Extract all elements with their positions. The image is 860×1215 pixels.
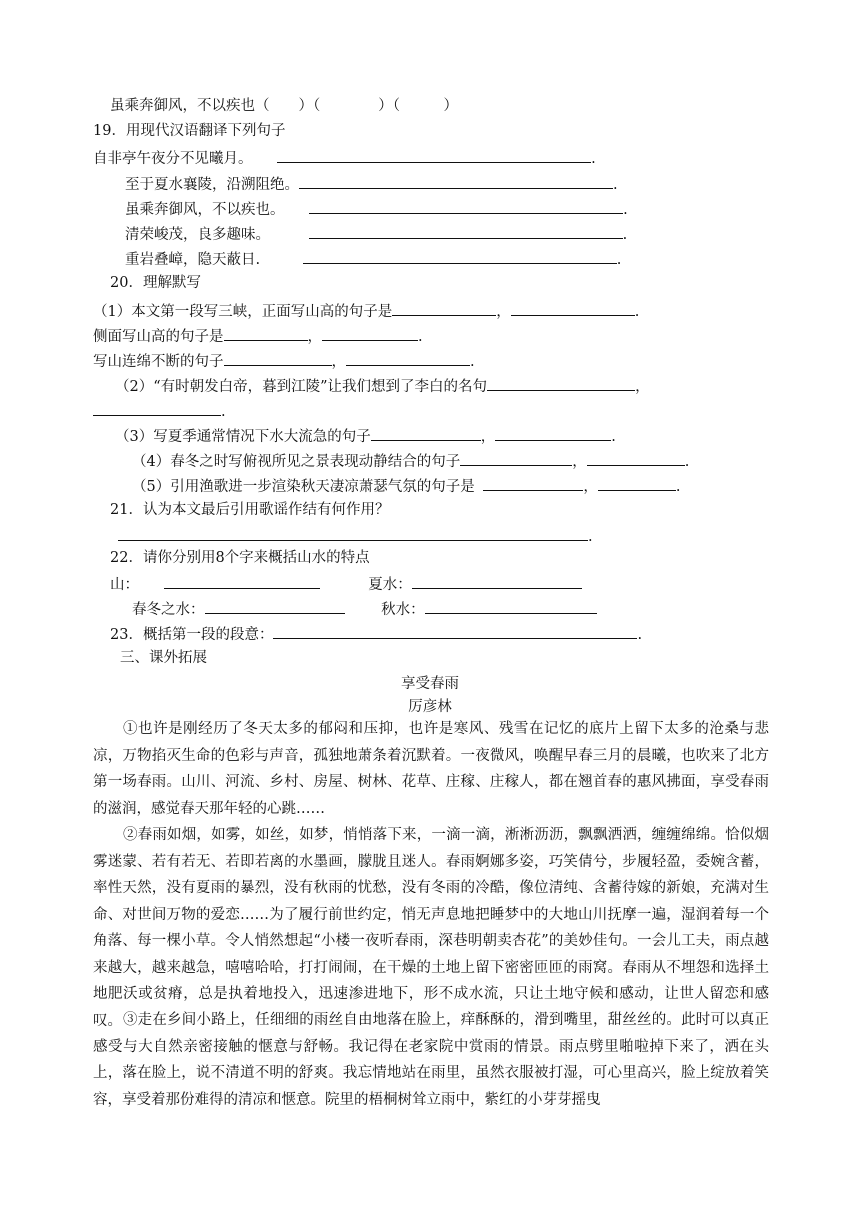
q19-sentence-4: 清荣峻茂，良多趣味。 . (125, 223, 627, 245)
q20-p1a-text: （1）本文第一段写三峡，正面写山高的句子是 (93, 304, 393, 320)
q20-part-1b: 侧面写山高的句子是 ， . (93, 325, 423, 347)
q23: 23．概括第一段的段意： . (110, 623, 642, 645)
article-paragraph-3: ③走在乡间小路上，任细细的雨丝自由地落在脸上，痒酥酥的，滑到嘴里，甜丝丝的。此时可以真正感受与大自然亲密接触的惬意与舒畅。我记得在老家院中赏雨的情景。雨点劈里啪啦掉下来了，洒在头上，落在脸上，说不清道不明的舒爽。我忘情地站在雨里，虽然衣服被打湿，可心里高兴，脸上绽放着笑容，享受着那份难得的清凉和惬意。院里的梧桐树耸立雨中，紫红的小芽芽摇曳 (93, 1012, 769, 1108)
q19-s2-text: 至于夏水襄陵，沿溯阻绝。 (125, 177, 299, 193)
article-paragraph-1: ①也许是刚经历了冬天太多的郁闷和压抑，也许是寒风、残雪在记忆的底片上留下太多的沧桑与悲凉，万物掐灭生命的色彩与声音，孤独地萧条着沉默着。一夜微风，唤醒早春三月的晨曦，也吹来了北方第一场春雨。山川、河流、乡村、房屋、树林、花草、庄稼、庄稼人，都在翘首春的惠风拂面，享受春雨的滋润，感觉春天那年轻的心跳…… (93, 721, 769, 817)
q22-row-1 (110, 573, 582, 595)
article-author: 厉彦林 (408, 699, 452, 715)
q19-sentence-2: 至于夏水襄陵，沿溯阻绝。 . (125, 173, 618, 195)
q20-p1b-text: 侧面写山高的句子是 (93, 329, 224, 345)
section-title: 三、课外拓展 (120, 650, 207, 666)
q20-p5-line-1[interactable] (483, 475, 583, 491)
q19-s3-text: 虽乘奔御风，不以疾也。 (125, 202, 285, 218)
q22-autumn-label: 秋水： (381, 602, 425, 618)
q23-answer-line[interactable] (273, 623, 637, 639)
q19-s2-answer-line[interactable] (299, 173, 613, 189)
q20-p1a-line-1[interactable] (392, 300, 496, 316)
q19-s5-text: 重岩叠嶂，隐天蔽日. (125, 252, 261, 268)
q22-summer-label: 夏水： (368, 577, 412, 593)
q18-tail: 虽乘奔御风，不以疾也（ ）（ ）（ ） (110, 98, 458, 114)
q20-p5-line-2[interactable] (598, 475, 676, 491)
q20-p1b-line-1[interactable] (224, 325, 308, 341)
q19-s1-answer-line[interactable] (277, 147, 591, 163)
q20-part-3: （3）写夏季通常情况下水大流急的句子 ， . (115, 425, 616, 447)
q22-springwinter-label: 春冬之水： (132, 602, 205, 618)
q21-answer: . (118, 525, 593, 547)
q19-title: 19．用现代汉语翻译下列句子 (93, 123, 286, 139)
q21-title: 21．认为本文最后引用歌谣作结有何作用？ (110, 502, 390, 518)
q19-s5-answer-line[interactable] (303, 248, 617, 264)
q20-part-1a: （1）本文第一段写三峡，正面写山高的句子是 ， . (93, 300, 639, 322)
q20-p1c-line-1[interactable] (224, 350, 332, 366)
q20-part-4: （4）春冬之时写俯视所见之景表现动静结合的句子 ， . (132, 450, 689, 472)
q20-p3-text: （3）写夏季通常情况下水大流急的句子 (115, 429, 371, 445)
q20-p5-text: （5）引用渔歌进一步渲染秋天凄凉萧瑟气氛的句子是 (132, 479, 475, 495)
q20-p4-line-2[interactable] (587, 450, 685, 466)
q20-p3-line-2[interactable] (495, 425, 611, 441)
q22-autumn-line[interactable] (425, 598, 597, 614)
q20-part-1c: 写山连绵不断的句子 ， . (93, 350, 475, 372)
q19-s4-answer-line[interactable] (309, 223, 623, 239)
q19-sentence-3: 虽乘奔御风，不以疾也。 . (125, 198, 628, 220)
q20-part-2-cont: . (93, 400, 226, 422)
q20-p4-text: （4）春冬之时写俯视所见之景表现动静结合的句子 (132, 454, 461, 470)
q20-p1c-text: 写山连绵不断的句子 (93, 354, 224, 370)
q20-title: 20．理解默写 (110, 275, 201, 291)
q20-part-5: （5）引用渔歌进一步渲染秋天凄凉萧瑟气氛的句子是 ， . (132, 475, 680, 497)
q20-p2-line-2[interactable] (93, 400, 221, 416)
q20-p4-line-1[interactable] (460, 450, 572, 466)
q20-p1a-line-2[interactable] (511, 300, 635, 316)
q22-summer-line[interactable] (412, 573, 582, 589)
q20-p1c-line-2[interactable] (346, 350, 470, 366)
q19-sentence-5: 重岩叠嶂，隐天蔽日. . (125, 248, 621, 270)
article-title: 享受春雨 (401, 676, 459, 692)
q19-s3-answer-line[interactable] (309, 198, 623, 214)
q20-p1b-line-2[interactable] (322, 325, 418, 341)
q19-s4-text: 清荣峻茂，良多趣味。 (125, 227, 270, 243)
article-paragraph-2: ②春雨如烟，如雾，如丝，如梦，悄悄落下来，一滴一滴，淅淅沥沥，飘飘洒洒，缠缠绵绵。恰似烟雾迷蒙、若有若无、若即若离的水墨画，朦胧且迷人。春雨婀娜多姿，巧笑倩兮，步履轻盈，委婉含蓄，率性天然，没有夏雨的暴烈，没有秋雨的忧愁，没有冬雨的冷酷，像位清纯、含蓄待嫁的新娘，充满对生命、对世间万物的爱恋……为了履行前世约定，悄无声息地把睡梦中的大地山川抚摩一遍，湿润着每一个角落、每一棵小草。令人悄然想起“小楼一夜听春雨，深巷明朝卖杏花”的美妙佳句。一会儿工夫，雨点越来越大，越来越急，嘻嘻哈哈，打打闹闹，在干燥的土地上留下密密匝匝的雨窝。春雨从不埋怨和选择土地肥沃或贫瘠，总是执着地投入，迅速渗进地下，形不成水流，只让土地守候和感动，让世人留恋和感叹。 (93, 827, 769, 1029)
q22-mountain-line[interactable] (164, 573, 320, 589)
q23-title: 23．概括第一段的段意： (110, 627, 274, 643)
q22-title: 22．请你分别用8个字来概括山水的特点 (110, 550, 370, 566)
q22-row-2 (132, 598, 597, 620)
q19-sentence-1: 自非亭午夜分不见曦月。 . (93, 147, 596, 169)
q20-p2-line-1[interactable] (487, 375, 635, 391)
q22-springwinter-line[interactable] (205, 598, 345, 614)
q22-mountain-label: 山： (110, 577, 139, 593)
q20-part-2: （2）“有时朝发白帝，暮到江陵”让我们想到了李白的名句 ， (115, 375, 650, 397)
q20-p3-line-1[interactable] (371, 425, 481, 441)
q19-s1-text: 自非亭午夜分不见曦月。 (93, 151, 253, 167)
q21-answer-line[interactable] (118, 525, 588, 541)
q20-p2-text: （2）“有时朝发白帝，暮到江陵”让我们想到了李白的名句 (115, 379, 488, 395)
